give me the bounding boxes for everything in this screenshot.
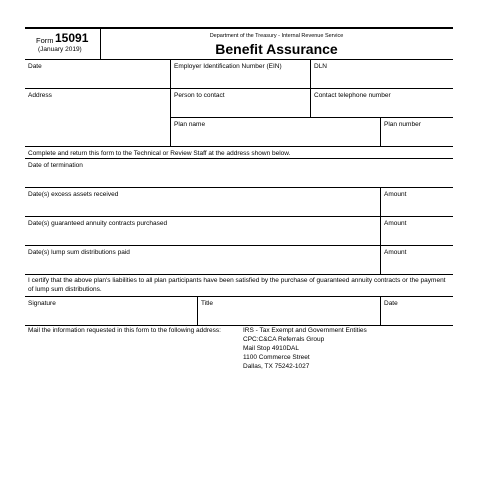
dln-field[interactable] bbox=[310, 60, 453, 88]
lump-sum-amount-label: Amount bbox=[384, 249, 407, 256]
address-field[interactable] bbox=[25, 89, 170, 118]
benefit-assurance-form bbox=[25, 27, 453, 326]
signature-label: Signature bbox=[28, 300, 56, 307]
date-field-label: Date bbox=[28, 63, 42, 70]
signature-field[interactable] bbox=[25, 297, 197, 325]
termination-date-field[interactable] bbox=[25, 159, 453, 188]
row-lump-sum bbox=[25, 246, 453, 275]
form-number-box bbox=[25, 29, 101, 59]
termination-date-label: Date of termination bbox=[28, 162, 83, 169]
address-line: Dallas, TX 75242-1027 bbox=[243, 363, 310, 370]
lump-sum-date-field[interactable] bbox=[25, 246, 380, 274]
row-address-contact bbox=[25, 89, 453, 118]
person-to-contact-field[interactable] bbox=[170, 89, 310, 118]
mailing-intro: Mail the information requested in this form to the following address: bbox=[28, 327, 221, 334]
excess-assets-date-field[interactable] bbox=[25, 188, 380, 216]
row-date-ein-dln bbox=[25, 60, 453, 89]
row-excess-assets bbox=[25, 188, 453, 217]
address-line: Mail Stop 4910DAL bbox=[243, 345, 300, 352]
plan-name-label: Plan name bbox=[174, 121, 206, 128]
dln-field-label: DLN bbox=[314, 63, 328, 70]
address-line: CPC:C&CA Referrals Group bbox=[243, 336, 325, 343]
plan-name-field[interactable] bbox=[170, 118, 380, 146]
row-plan bbox=[25, 118, 453, 147]
contact-phone-field[interactable] bbox=[310, 89, 453, 118]
ein-field[interactable] bbox=[170, 60, 310, 88]
certification-row bbox=[25, 275, 453, 297]
row-signature bbox=[25, 297, 453, 326]
certification-text: I certify that the above plan's liabilities to all plan participants have been satisfied by the purchase of guaranteed annuity contracts or the payment of lump sum distributions. bbox=[28, 277, 446, 293]
mailing-section bbox=[28, 326, 367, 370]
form-title: Benefit Assurance bbox=[215, 41, 338, 57]
excess-assets-amount-label: Amount bbox=[384, 191, 407, 198]
form-label: Form bbox=[36, 36, 54, 45]
plan-number-field[interactable] bbox=[380, 118, 453, 146]
signature-date-label: Date bbox=[384, 300, 398, 307]
contact-phone-label: Contact telephone number bbox=[314, 92, 391, 99]
mailing-address bbox=[243, 326, 367, 371]
plan-number-label: Plan number bbox=[384, 121, 421, 128]
lump-sum-amount-field[interactable] bbox=[380, 246, 453, 274]
address-line: 1100 Commerce Street bbox=[243, 354, 310, 361]
title-field[interactable] bbox=[197, 297, 380, 325]
address-field-label: Address bbox=[28, 92, 52, 99]
annuity-contracts-date-field[interactable] bbox=[25, 217, 380, 245]
department-name: Department of the Treasury - Internal Revenue Service bbox=[209, 33, 344, 39]
excess-assets-label: Date(s) excess assets received bbox=[28, 191, 119, 198]
date-field[interactable] bbox=[25, 60, 170, 88]
address-line: IRS - Tax Exempt and Government Entities bbox=[243, 327, 367, 334]
annuity-contracts-amount-label: Amount bbox=[384, 220, 407, 227]
ein-field-label: Employer Identification Number (EIN) bbox=[174, 63, 282, 70]
title-label: Title bbox=[201, 300, 214, 307]
address-field-continued[interactable] bbox=[25, 118, 170, 146]
form-revision: (January 2019) bbox=[38, 46, 82, 53]
annuity-contracts-label: Date(s) guaranteed annuity contracts purchased bbox=[28, 220, 168, 227]
form-header bbox=[25, 27, 453, 60]
lump-sum-label: Date(s) lump sum distributions paid bbox=[28, 249, 130, 256]
signature-date-field[interactable] bbox=[380, 297, 453, 325]
form-number: 15091 bbox=[55, 31, 89, 45]
row-annuity-contracts bbox=[25, 217, 453, 246]
excess-assets-amount-field[interactable] bbox=[380, 188, 453, 216]
instructions-text: Complete and return this form to the Technical or Review Staff at the address shown below. bbox=[28, 150, 291, 157]
person-to-contact-label: Person to contact bbox=[174, 92, 225, 99]
instructions-row bbox=[25, 147, 453, 159]
annuity-contracts-amount-field[interactable] bbox=[380, 217, 453, 245]
